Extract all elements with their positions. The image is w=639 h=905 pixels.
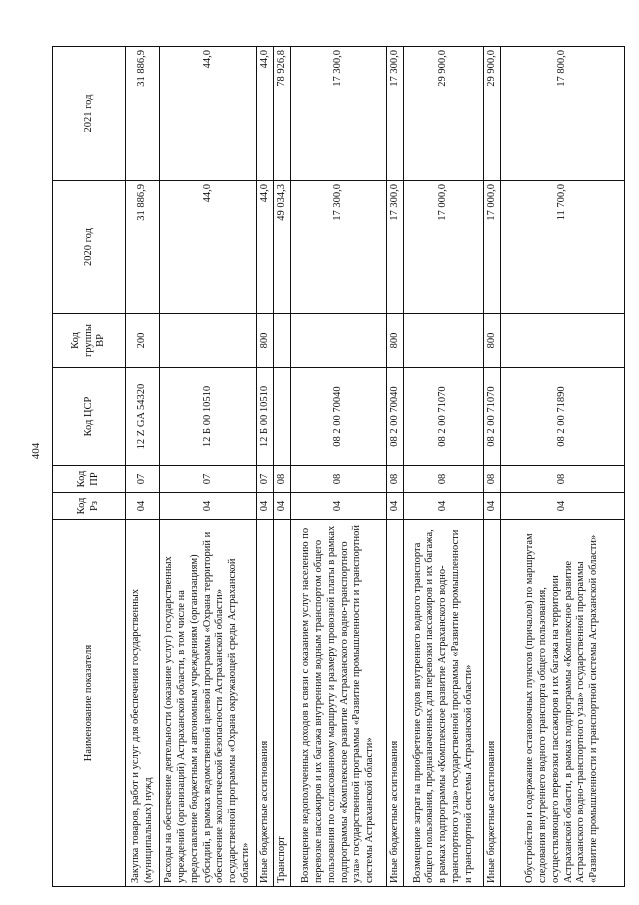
header-2020: 2020 год	[53, 181, 126, 314]
cell-vr	[291, 314, 387, 368]
cell-csr: 12 Б 00 10510	[160, 368, 257, 466]
header-pr: Код ПР	[53, 466, 126, 493]
table-row	[257, 47, 274, 887]
cell-csr: 12 Б 00 10510	[257, 368, 274, 466]
cell-name: Возмещение затрат на приобретение судов внутреннего водного транспорта общего пользования, предназначенных для перевозки пассажиров и их багажа, в рамках подпрограммы «Комплексное развитие Астраханского водно-транспортного узла» государственной программы «Развитие промышленности и транспортной системы Астраханской области»	[404, 520, 484, 887]
cell-2020: 31 886,9	[126, 181, 160, 314]
cell-pr: 07	[126, 466, 160, 493]
cell-pr: 07	[257, 466, 274, 493]
cell-2020: 44,0	[160, 181, 257, 314]
cell-name: Расходы на обеспечение деятельности (оказание услуг) государственных учреждений (организаций) Астраханской области, в том числе на предоставление бюджетным и автономным учреждениям (организациям) субсидий, в рамках ведомственной целевой программы «Охрана территорий и обеспечение экологической безопасности Астраханской области» государственной программы «Охрана окружающей среды Астраханской области»	[160, 520, 257, 887]
cell-csr: 08 2 00 70040	[291, 368, 387, 466]
cell-vr	[404, 314, 484, 368]
cell-pr: 08	[387, 466, 404, 493]
cell-vr	[274, 314, 291, 368]
cell-vr: 800	[257, 314, 274, 368]
header-row	[53, 47, 126, 887]
cell-vr	[501, 314, 625, 368]
header-rz: Код Рз	[53, 493, 126, 520]
cell-2020: 17 300,0	[291, 181, 387, 314]
header-2021: 2021 год	[53, 47, 126, 181]
cell-rz: 04	[274, 493, 291, 520]
page-number: 404	[30, 442, 42, 460]
cell-vr: 200	[126, 314, 160, 368]
cell-2020: 11 700,0	[501, 181, 625, 314]
cell-2020: 17 000,0	[404, 181, 484, 314]
cell-2021: 29 900,0	[484, 47, 501, 181]
cell-csr: 08 2 00 71070	[404, 368, 484, 466]
table-row	[126, 47, 160, 887]
table-row	[484, 47, 501, 887]
table-row	[291, 47, 387, 887]
cell-2021: 44,0	[160, 47, 257, 181]
cell-name: Обустройство и содержание остановочных пунктов (причалов) по маршрутам следования внутреннего водного транспорта общего пользования, осуществляющего перевозки пассажиров и их багажа на территории Астраханской области, в рамках подпрограммы «Комплексное развитие Астраханского водно-транспортного узла» государственной программы «Развитие промышленности и транспортной системы Астраханской области»	[501, 520, 625, 887]
cell-rz: 04	[291, 493, 387, 520]
cell-rz: 04	[501, 493, 625, 520]
cell-2021: 17 300,0	[291, 47, 387, 181]
cell-2021: 29 900,0	[404, 47, 484, 181]
cell-rz: 04	[484, 493, 501, 520]
cell-vr: 800	[387, 314, 404, 368]
cell-csr	[274, 368, 291, 466]
cell-pr: 07	[160, 466, 257, 493]
cell-pr: 08	[274, 466, 291, 493]
cell-rz: 04	[257, 493, 274, 520]
table-row	[404, 47, 484, 887]
cell-2021: 17 800,0	[501, 47, 625, 181]
header-vr: Код группы ВР	[53, 314, 126, 368]
table-row	[274, 47, 291, 887]
table-row	[160, 47, 257, 887]
cell-2020: 44,0	[257, 181, 274, 314]
cell-name: Закупка товаров, работ и услуг для обеспечения государственных (муниципальных) нужд	[126, 520, 160, 887]
cell-2020: 49 034,3	[274, 181, 291, 314]
cell-pr: 08	[291, 466, 387, 493]
table-row	[501, 47, 625, 887]
cell-2020: 17 300,0	[387, 181, 404, 314]
cell-rz: 04	[387, 493, 404, 520]
cell-vr: 800	[484, 314, 501, 368]
cell-2021: 78 926,8	[274, 47, 291, 181]
cell-rz: 04	[160, 493, 257, 520]
cell-name: Иные бюджетные ассигнования	[257, 520, 274, 887]
cell-2021: 17 300,0	[387, 47, 404, 181]
cell-rz: 04	[126, 493, 160, 520]
cell-vr	[160, 314, 257, 368]
cell-2021: 31 886,9	[126, 47, 160, 181]
header-csr: Код ЦСР	[53, 368, 126, 466]
cell-pr: 08	[501, 466, 625, 493]
cell-2021: 44,0	[257, 47, 274, 181]
cell-name: Иные бюджетные ассигнования	[387, 520, 404, 887]
header-name: Наименование показателя	[53, 520, 126, 887]
rotated-page-content	[52, 47, 624, 887]
cell-2020: 17 000,0	[484, 181, 501, 314]
cell-pr: 08	[484, 466, 501, 493]
cell-csr: 08 2 00 71890	[501, 368, 625, 466]
cell-csr: 08 2 00 70040	[387, 368, 404, 466]
budget-table	[52, 46, 625, 887]
table-row	[387, 47, 404, 887]
cell-rz: 04	[404, 493, 484, 520]
cell-csr: 12 Z GA 54320	[126, 368, 160, 466]
cell-name: Возмещение недополученных доходов в связи с оказанием услуг населению по перевозке пассажиров и их багажа внутренним водным транспортом общего пользования по согласованному маршруту и размеру провозной платы в рамках подпрограммы «Комплексное развитие Астраханского водно-транспортного узла» государственной программы «Развитие промышленности и транспортной системы Астраханской области»	[291, 520, 387, 887]
cell-name: Иные бюджетные ассигнования	[484, 520, 501, 887]
cell-name: Транспорт	[274, 520, 291, 887]
cell-pr: 08	[404, 466, 484, 493]
cell-csr: 08 2 00 71070	[484, 368, 501, 466]
